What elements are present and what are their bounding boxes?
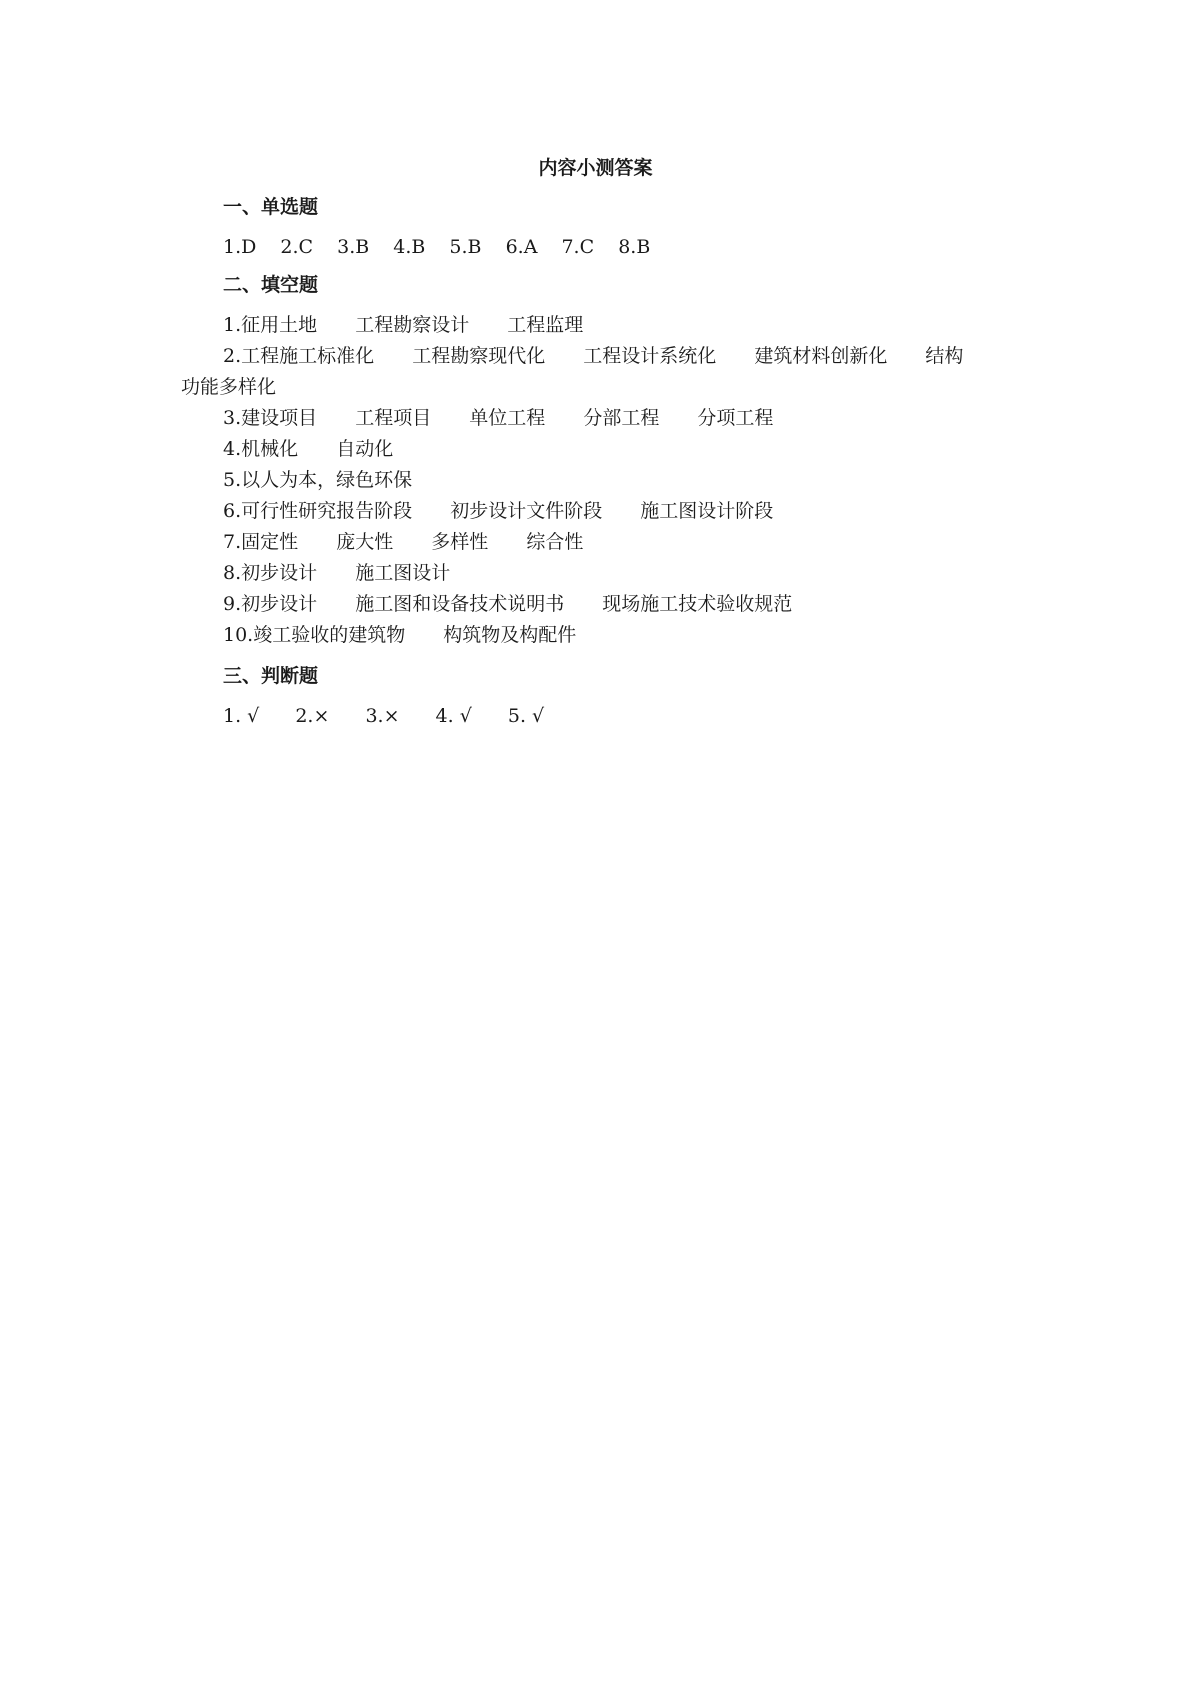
answer-item: 8.初步设计: [223, 562, 318, 584]
answer-line-3: [223, 404, 805, 432]
answer-item: 6.A: [505, 236, 538, 258]
page-title: 内容小测答案: [538, 157, 653, 179]
answer-item: 工程项目: [355, 407, 432, 429]
section-heading-true-false: 三、判断题: [223, 665, 319, 687]
answer-item: 2.工程施工标准化: [223, 345, 375, 367]
answer-item: 多样性: [431, 531, 489, 553]
answer-item: 现场施工技术验收规范: [602, 593, 793, 615]
answer-line-5: [223, 466, 444, 494]
single-choice-answers: [223, 233, 668, 261]
answer-item: 3.建设项目: [223, 407, 318, 429]
answer-item: 工程勘察现代化: [412, 345, 546, 367]
answer-item: 7.C: [561, 236, 595, 258]
answer-item: 5. √: [507, 705, 545, 727]
answer-line-9: [223, 590, 824, 618]
answer-item: 6.可行性研究报告阶段: [223, 500, 413, 522]
answer-item: 庞大性: [336, 531, 394, 553]
answer-item: 5.以人为本，绿色环保: [223, 469, 413, 491]
answer-item: 施工图和设备技术说明书: [355, 593, 565, 615]
answer-item: 工程监理: [507, 314, 584, 336]
answer-item: 建筑材料创新化: [754, 345, 888, 367]
answer-line-2: [223, 342, 963, 370]
answer-item: 9.初步设计: [223, 593, 318, 615]
answer-item: 工程勘察设计: [355, 314, 470, 336]
answer-line-8: [223, 559, 482, 587]
answer-item: 1.D: [223, 236, 257, 258]
answer-item: 工程设计系统化: [583, 345, 717, 367]
answer-item: 单位工程: [469, 407, 546, 429]
answer-item: 7.固定性: [223, 531, 299, 553]
answer-line-10: [223, 621, 608, 649]
answer-item: 自动化: [336, 438, 394, 460]
answer-item: 3.B: [337, 236, 370, 258]
answer-item: 5.B: [449, 236, 482, 258]
answer-item: 4.机械化: [223, 438, 299, 460]
answer-item: 综合性: [526, 531, 584, 553]
answer-item: 2.C: [280, 236, 314, 258]
answer-line-6: [223, 497, 805, 525]
answer-line-4: [223, 435, 425, 463]
answer-item: 施工图设计阶段: [640, 500, 774, 522]
true-false-answers: [223, 702, 574, 730]
section-heading-fill-in: 二、填空题: [223, 274, 319, 296]
answer-line-1: [223, 311, 615, 339]
answer-item: 分项工程: [697, 407, 774, 429]
answer-item: 10.竣工验收的建筑物: [223, 624, 406, 646]
answer-item: 构筑物及构配件: [443, 624, 577, 646]
section-heading-single-choice: 一、单选题: [223, 196, 319, 218]
answer-item: 施工图设计: [355, 562, 451, 584]
answer-item: 2.×: [295, 705, 330, 727]
answer-item: 1. √: [223, 705, 260, 727]
answer-item: 8.B: [618, 236, 651, 258]
answer-item: 1.征用土地: [223, 314, 318, 336]
answer-item: 3.×: [365, 705, 400, 727]
answer-line-7: [223, 528, 615, 556]
answer-item: 结构: [925, 345, 964, 367]
answer-item: 4.B: [393, 236, 426, 258]
answer-item: 4. √: [435, 705, 472, 727]
answer-line-2-continued: 功能多样化: [181, 376, 277, 398]
answer-item: 初步设计文件阶段: [450, 500, 603, 522]
answer-item: 分部工程: [583, 407, 660, 429]
